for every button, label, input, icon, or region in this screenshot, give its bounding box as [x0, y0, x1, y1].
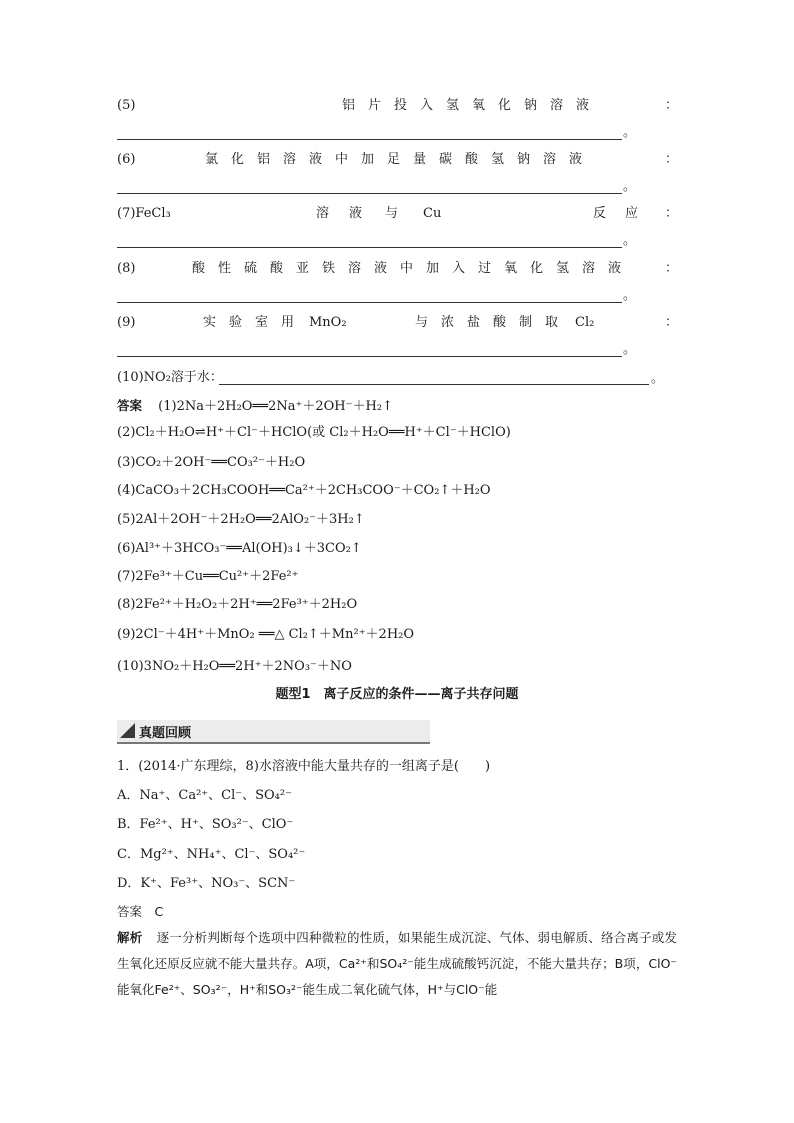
- option-c[interactable]: C．Mg²⁺、NH₄⁺、Cl⁻、SO₄²⁻: [117, 847, 306, 862]
- answer-blank[interactable]: [219, 384, 649, 385]
- answer-line-3: (3)CO₂＋2OH⁻══CO₃²⁻＋H₂O: [117, 455, 306, 470]
- question-number: (5): [117, 98, 136, 113]
- answer-blank[interactable]: [117, 247, 622, 248]
- answer-line-6: (6)Al³⁺＋3HCO₃⁻══Al(OH)₃↓＋3CO₂↑: [117, 541, 362, 556]
- answer-blank[interactable]: [117, 193, 622, 194]
- answer-line-5: (5)2Al＋2OH⁻＋2H₂O══2AlO₂⁻＋3H₂↑: [117, 512, 365, 527]
- answer-line-9: (9)2Cl⁻＋4H⁺＋MnO₂ ══△ Cl₂↑＋Mn²⁺＋2H₂O: [117, 627, 415, 642]
- answer-line-8: (8)2Fe²⁺＋H₂O₂＋2H⁺══2Fe³⁺＋2H₂O: [117, 597, 358, 612]
- question-number: (6): [117, 152, 136, 167]
- answer-line-4: (4)CaCO₃＋2CH₃COOH══Ca²⁺＋2CH₃COO⁻＋CO₂↑＋H₂O: [117, 483, 491, 498]
- analysis-paragraph: [117, 925, 677, 1003]
- corner-triangle-icon: [120, 723, 135, 738]
- answer-line-7: (7)2Fe³⁺＋Cu══Cu²⁺＋2Fe²⁺: [117, 569, 299, 584]
- question-stem: 1．(2014·广东理综，8)水溶液中能大量共存的一组离子是( ): [117, 759, 491, 774]
- answer-label: 答案: [117, 398, 143, 413]
- question-number: (9): [117, 315, 136, 330]
- option-d[interactable]: D．K⁺、Fe³⁺、NO₃⁻、SCN⁻: [117, 876, 296, 891]
- analysis-label: 解析: [117, 930, 143, 945]
- answer-blank[interactable]: [117, 302, 622, 303]
- answer-line-10: (10)3NO₂＋H₂O══2H⁺＋2NO₃⁻＋NO: [117, 659, 352, 674]
- question-number: (7)FeCl₃: [117, 206, 171, 221]
- answer-line-1: 答案 (1)2Na＋2H₂O══2Na⁺＋2OH⁻＋H₂↑: [117, 398, 393, 414]
- question-number: (8): [117, 261, 136, 276]
- answer-line-2: (2)Cl₂＋H₂O⇌H⁺＋Cl⁻＋HClO(或 Cl₂＋H₂O══H⁺＋Cl⁻＋HClO): [117, 425, 511, 440]
- answer-blank[interactable]: [117, 356, 622, 357]
- question-10: (10)NO₂溶于水：: [117, 370, 223, 385]
- option-b[interactable]: B．Fe²⁺、H⁺、SO₃²⁻、ClO⁻: [117, 817, 294, 832]
- topic-title: 题型1 离子反应的条件——离子共存问题: [275, 687, 519, 702]
- question-answer: 答案 C: [117, 904, 164, 919]
- answer-blank[interactable]: [117, 139, 622, 140]
- analysis-text: 逐一分析判断每个选项中四种微粒的性质，如果能生成沉淀、气体、弱电解质、络合离子或发生氧化还原反应就不能大量共存。A项，Ca²⁺和SO₄²⁻能生成硫酸钙沉淀，不能大量共存；B项，ClO⁻能氧化Fe²⁺、SO₃²⁻，H⁺和SO₃²⁻能生成二氧化硫气体，H⁺与ClO⁻能: [117, 930, 677, 997]
- section-header: [117, 720, 430, 744]
- section-label: 真题回顾: [139, 726, 192, 741]
- option-a[interactable]: A．Na⁺、Ca²⁺、Cl⁻、SO₄²⁻: [117, 788, 292, 803]
